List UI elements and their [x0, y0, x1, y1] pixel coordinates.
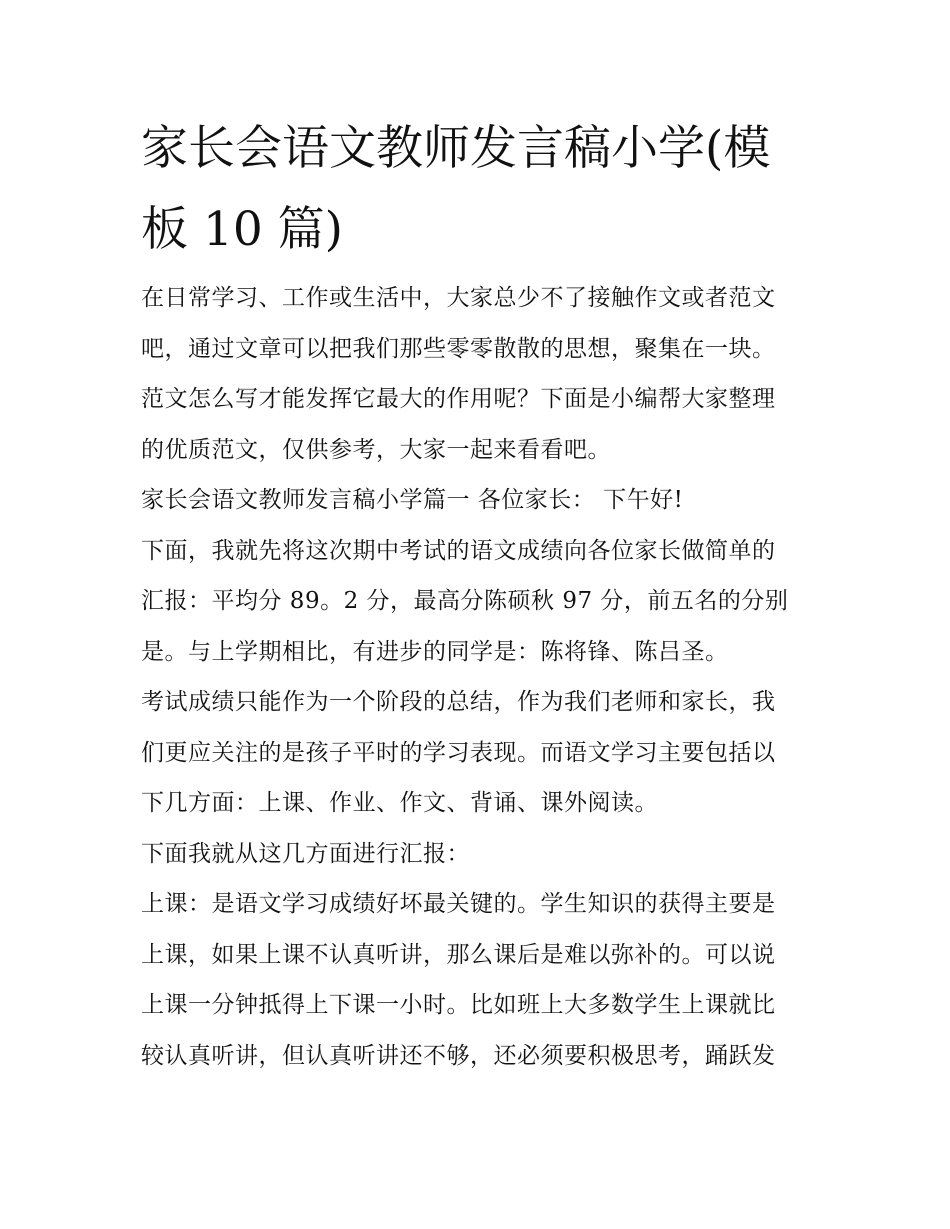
paragraph-learning-aspects: 考试成绩只能作为一个阶段的总结，作为我们老师和家长，我 们更应关注的是孩子平时的学习表现。而语文学习主要包括以 下几方面：上课、作业、作文、背诵、课外阅读。: [141, 689, 776, 816]
paragraph-exam-report: 下面，我就先将这次期中考试的语文成绩向各位家长做简单的 汇报：平均分 89。2 分，最高分陈硕秋 97 分，前五名的分别 是。与上学期相比，有进步的同学是：陈将锋、陈吕圣。: [141, 537, 789, 665]
paragraph-report-intro: 下面我就从这几方面进行汇报：: [141, 840, 470, 867]
paragraph-greeting: 家长会语文教师发言稿小学篇一 各位家长： 下午好!: [141, 487, 684, 513]
paragraph-class-attendance: 上课：是语文学习成绩好坏最关键的。学生知识的获得主要是 上课，如果上课不认真听讲，那么课后是难以弥补的。可以说 上课一分钟抵得上下课一小时。比如班上大多数学生上课就比 较认真听讲，但认真听讲还不够，还必须要积极思考，踊跃发: [141, 891, 776, 1069]
paragraph-intro: 在日常学习、工作或生活中，大家总少不了接触作文或者范文 吧，通过文章可以把我们那些零零散散的思想，聚集在一块。 范文怎么写才能发挥它最大的作用呢？下面是小编帮大家整理 的优质范文，仅供参考，大家一起来看看吧。: [141, 285, 776, 463]
document-page: [141, 108, 813, 1081]
document-title: 家长会语文教师发言稿小学(模 板 10 篇): [141, 121, 771, 257]
